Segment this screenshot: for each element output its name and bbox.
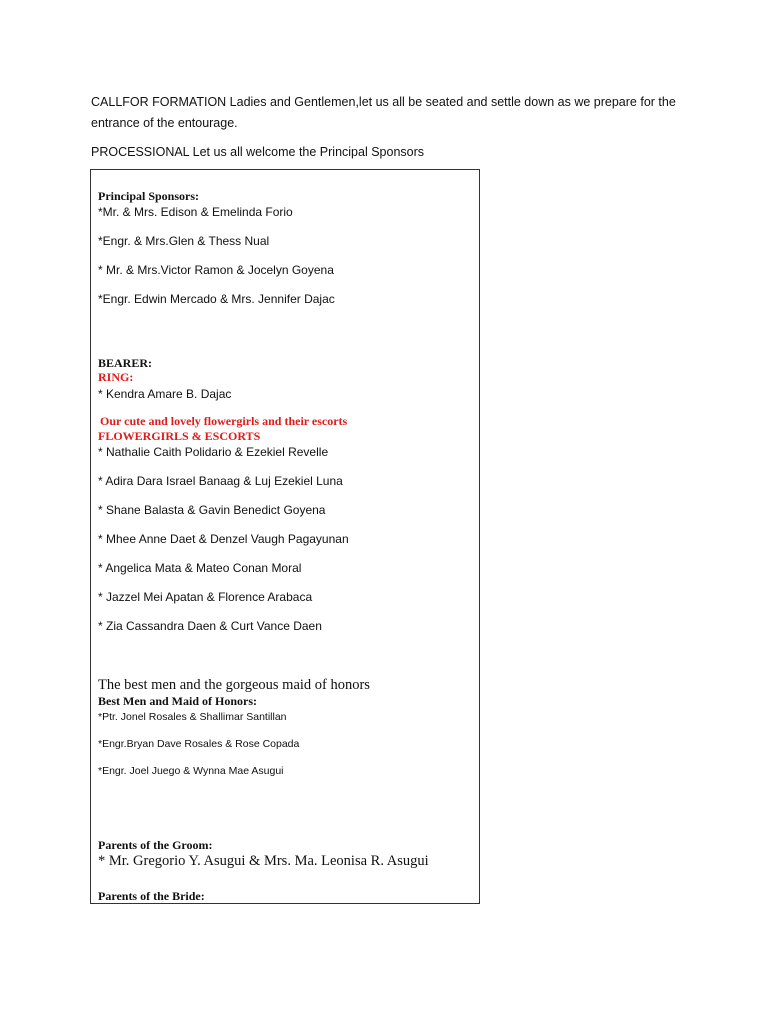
flowergirl-escort-pair: * Adira Dara Israel Banaag & Luj Ezekiel Luna xyxy=(98,474,343,488)
entourage-box xyxy=(90,169,480,904)
principal-sponsor-item: *Engr. & Mrs.Glen & Thess Nual xyxy=(98,234,270,248)
ring-bearer-name: * Kendra Amare B. Dajac xyxy=(98,387,232,401)
best-man-maid-pair: *Engr.Bryan Dave Rosales & Rose Copada xyxy=(98,738,300,750)
flowergirl-escort-pair: * Mhee Anne Daet & Denzel Vaugh Pagayunan xyxy=(98,532,349,546)
flowergirl-escort-pair: * Zia Cassandra Daen & Curt Vance Daen xyxy=(98,619,322,633)
parents-groom-names: * Mr. Gregorio Y. Asugui & Mrs. Ma. Leonisa R. Asugui xyxy=(98,853,429,869)
principal-sponsor-item: *Engr. Edwin Mercado & Mrs. Jennifer Dajac xyxy=(98,292,335,306)
flowergirl-escort-pair: * Angelica Mata & Mateo Conan Moral xyxy=(98,561,302,575)
best-man-maid-pair: *Engr. Joel Juego & Wynna Mae Asugui xyxy=(98,765,284,777)
bearer-heading: BEARER: xyxy=(98,356,153,370)
principal-sponsors-heading: Principal Sponsors: xyxy=(98,189,200,203)
parents-groom-heading: Parents of the Groom: xyxy=(98,838,213,852)
flowergirl-escort-pair: * Jazzel Mei Apatan & Florence Arabaca xyxy=(98,590,313,604)
flowergirl-escort-pair: * Nathalie Caith Polidario & Ezekiel Revelle xyxy=(98,445,329,459)
flowergirls-heading: FLOWERGIRLS & ESCORTS xyxy=(98,429,261,443)
best-men-heading: Best Men and Maid of Honors: xyxy=(98,694,257,708)
best-men-intro: The best men and the gorgeous maid of honors xyxy=(98,677,370,693)
principal-sponsor-item: *Mr. & Mrs. Edison & Emelinda Forio xyxy=(98,205,293,219)
parents-bride-heading: Parents of the Bride: xyxy=(98,889,205,903)
ring-label: RING: xyxy=(98,370,134,384)
flowergirl-escort-pair: * Shane Balasta & Gavin Benedict Goyena xyxy=(98,503,326,517)
processional-paragraph: PROCESSIONAL Let us all welcome the Principal Sponsors xyxy=(91,145,425,159)
principal-sponsor-item: * Mr. & Mrs.Victor Ramon & Jocelyn Goyena xyxy=(98,263,334,277)
best-man-maid-pair: *Ptr. Jonel Rosales & Shallimar Santillan xyxy=(98,711,287,723)
call-for-formation-paragraph: CALLFOR FORMATION Ladies and Gentlemen,let us all be seated and settle down as we prepare for the entrance of the entourage. xyxy=(91,95,676,130)
flowergirls-intro: Our cute and lovely flowergirls and their escorts xyxy=(100,414,348,428)
